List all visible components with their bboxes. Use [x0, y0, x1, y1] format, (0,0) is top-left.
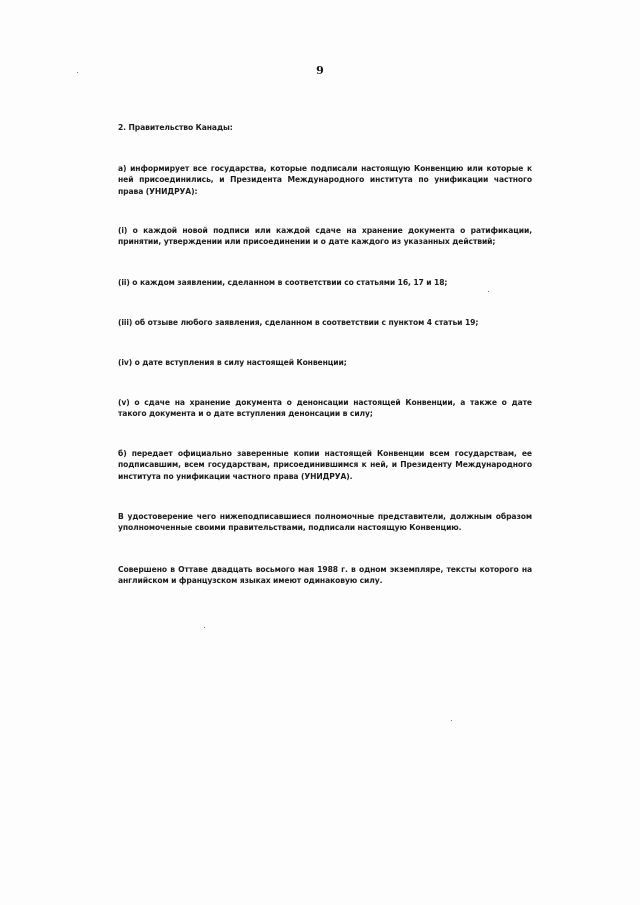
paragraph-item-b: б) передает официально заверенные копии настоящей Конвенции всем государствам, ее подписавшим, всем государствам, присоединившимся к ней, и Президенту Международного института по унификации частного права (УНИДРУА).: [118, 449, 532, 481]
paragraph-item-iii: (iii) об отзыве любого заявления, сделанном в соответствии с пунктом 4 статьи 19;: [118, 318, 479, 327]
paragraph-item-v: (v) о сдаче на хранение документа о денонсации настоящей Конвенции, а также о дате такого документа и о дате вступления денонсации в силу;: [118, 398, 532, 419]
paragraph-item-i: (i) о каждой новой подписи или каждой сдаче на хранение документа о ратификации, принятии, утверждении или присоединении и о дате каждого из указанных действий;: [118, 226, 532, 247]
scan-speck: [77, 72, 78, 73]
paragraph-witness: В удостоверение чего нижеподписавшиеся полномочные представители, должным образом уполномоченные своими правительствами, подписали настоящую Конвенцию.: [118, 512, 532, 533]
paragraph-done: Совершено в Оттаве двадцать восьмого мая 1988 г. в одном экземпляре, тексты которого на английском и французском языках имеют одинаковую силу.: [118, 565, 532, 586]
paragraph-item-a: а) информирует все государства, которые подписали настоящую Конвенцию или которые к ней присоединились, и Президента Международного института по унификации частного права (УНИДРУА):: [118, 164, 532, 196]
paragraph-heading: 2. Правительство Канады:: [118, 123, 233, 132]
scan-speck: [488, 291, 489, 292]
paragraph-item-ii: (ii) о каждом заявлении, сделанном в соответствии со статьями 16, 17 и 18;: [118, 278, 448, 287]
scan-speck: [451, 720, 452, 721]
paragraph-item-iv: (iv) о дате вступления в силу настоящей Конвенции;: [118, 358, 347, 367]
page-number: 9: [316, 64, 324, 77]
scan-speck: [204, 627, 205, 628]
